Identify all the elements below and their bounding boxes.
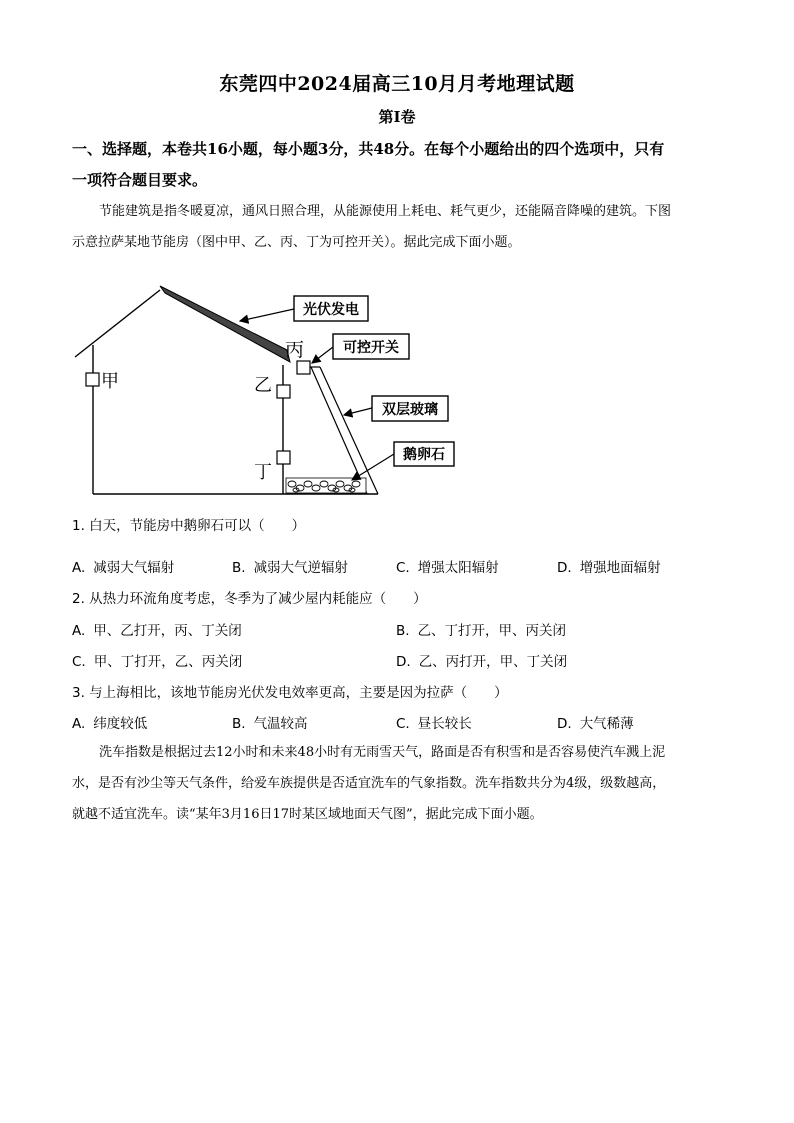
passage-1-line-2: 示意拉萨某地节能房（图中甲、乙、丙、丁为可控开关）。据此完成下面小题。 [72,235,521,250]
solar-panel [160,286,290,362]
label-bing: 丙 [285,339,305,361]
switch-yi [277,385,290,398]
section-heading-line-2: 一项符合题目要求。 [72,171,208,189]
callout-stone: 鹅卵石 [403,447,445,463]
passage-2-line-3: 就越不适宜洗车。读“某年3月16日17时某区域地面天气图”，据此完成下面小题。 [72,807,543,822]
q2-option-a: A. 甲、乙打开，丙、丁关闭 [72,623,242,639]
arrow-glass [344,408,372,415]
question-3: 3. 与上海相比，该地节能房光伏发电效率更高，主要是因为拉萨（ ） [72,685,508,701]
arrow-pv [240,309,294,321]
passage-1-line-1: 节能建筑是指冬暖夏凉，通风日照合理，从能源使用上耗电、耗气更少，还能隔音降噪的建筑。下图 [99,204,672,219]
label-ding: 丁 [254,462,272,483]
label-jia: 甲 [101,371,119,392]
q3-option-b: B. 气温较高 [232,716,308,732]
label-yi: 乙 [254,375,272,396]
q1-option-d: D. 增强地面辐射 [557,560,661,576]
volume-heading: 第I卷 [378,108,416,126]
glass-inner [311,367,367,494]
glass-outer [320,367,378,494]
passage-2-line-2: 水，是否有沙尘等天气条件，给爱车族提供是否适宜洗车的气象指数。洗车指数共分为4级，级数越高， [72,776,666,791]
q3-option-a: A. 纬度较低 [72,716,148,732]
q2-option-b: B. 乙、丁打开，甲、丙关闭 [396,623,567,639]
switch-ding [277,451,290,464]
switch-jia [86,373,99,386]
left-roof [75,290,160,357]
callout-glass: 双层玻璃 [382,402,438,418]
page-title: 东莞四中2024届高三10月月考地理试题 [219,73,575,95]
passage-2 [72,737,722,830]
callout-switch: 可控开关 [343,340,399,356]
question-1: 1. 白天，节能房中鹅卵石可以（ ） [72,518,306,534]
q2-option-d: D. 乙、丙打开，甲、丁关闭 [396,654,568,670]
passage-1 [72,196,722,258]
q1-option-b: B. 减弱大气逆辐射 [232,560,349,576]
q1-option-c: C. 增强太阳辐射 [396,560,499,576]
switch-bing [297,361,310,374]
section-heading [72,134,722,196]
q2-option-c: C. 甲、丁打开，乙、丙关闭 [72,654,243,670]
energy-saving-house-figure [70,282,470,504]
passage-2-line-1: 洗车指数是根据过去12小时和未来48小时有无雨雪天气，路面是否有积雪和是否容易使汽车溅上泥 [99,745,666,760]
arrow-stone [352,454,394,480]
q3-option-c: C. 昼长较长 [396,716,472,732]
question-2: 2. 从热力环流角度考虑，冬季为了减少屋内耗能应（ ） [72,591,427,607]
section-heading-line-1: 一、选择题，本卷共16小题，每小题3分，共48分。在每个小题给出的四个选项中，只有 [72,140,665,158]
arrow-switch [312,347,333,363]
callout-pv: 光伏发电 [303,302,359,318]
q3-option-d: D. 大气稀薄 [557,716,634,732]
q1-option-a: A. 减弱大气辐射 [72,560,175,576]
